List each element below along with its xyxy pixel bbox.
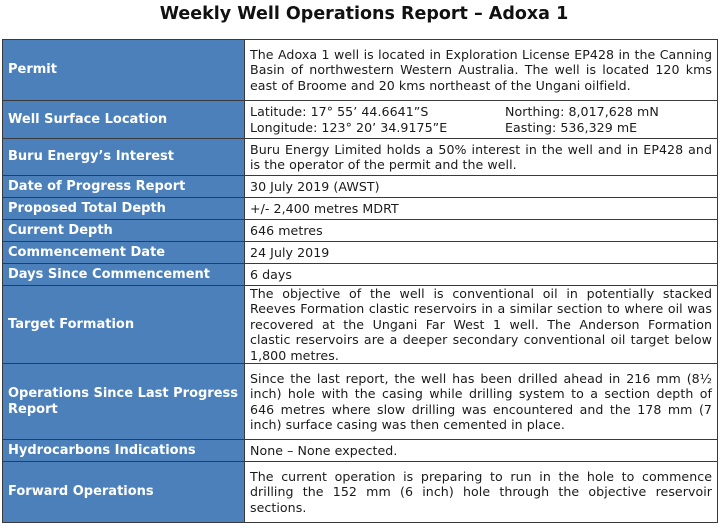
northing-value: Northing: 8,017,628 mN (505, 104, 659, 120)
table-row (3, 101, 718, 139)
row-value-commencement-date: 24 July 2019 (245, 242, 718, 264)
easting-value: Easting: 536,329 mE (505, 119, 638, 135)
longitude-value: Longitude: 123° 20’ 34.9175”E (250, 119, 448, 135)
row-label-well-surface-location: Well Surface Location (3, 101, 245, 139)
table-row (3, 364, 718, 440)
row-label-current-depth: Current Depth (3, 220, 245, 242)
row-value-forward-operations: The current operation is preparing to run in the hole to commence drilling the 152 mm (6 inch) hole through the objective reservoir sections. (245, 462, 718, 523)
row-value-interest: Buru Energy Limited holds a 50% interest in the well and in EP428 and is the operator of the permit and the well. (245, 139, 718, 176)
row-value-well-surface-location (245, 101, 718, 139)
row-value-proposed-depth: +/- 2,400 metres MDRT (245, 198, 718, 220)
row-value-permit: The Adoxa 1 well is located in Exploration License EP428 in the Canning Basin of northwestern Western Australia. The well is located 120 kms east of Broome and 20 kms northeast of the Ungani oilfield. (245, 40, 718, 101)
table-row (3, 220, 718, 242)
table-row (3, 462, 718, 523)
table-row (3, 139, 718, 176)
table-row (3, 198, 718, 220)
row-label-days-since: Days Since Commencement (3, 264, 245, 286)
row-label-target-formation: Target Formation (3, 286, 245, 364)
row-label-proposed-depth: Proposed Total Depth (3, 198, 245, 220)
table-row (3, 242, 718, 264)
row-value-operations: Since the last report, the well has been drilled ahead in 216 mm (8½ inch) hole with the casing while drilling system to a section depth of 646 metres where slow drilling was encountered and the 178 mm (7 inch) surface casing was then cemented in place. (245, 364, 718, 440)
table-row (3, 440, 718, 462)
row-value-days-since: 6 days (245, 264, 718, 286)
table-row (3, 40, 718, 101)
row-value-target-formation: The objective of the well is conventional oil in potentially stacked Reeves Formation clastic reservoirs in a similar section to where oil was recovered at the Ungani Far West 1 well. The Anderson Formation clastic reservoirs are a deeper secondary conventional oil target below 1,800 metres. (245, 286, 718, 364)
row-label-forward-operations: Forward Operations (3, 462, 245, 523)
row-value-hydrocarbons: None – None expected. (245, 440, 718, 462)
row-value-report-date: 30 July 2019 (AWST) (245, 176, 718, 198)
row-label-report-date: Date of Progress Report (3, 176, 245, 198)
row-label-commencement-date: Commencement Date (3, 242, 245, 264)
row-label-hydrocarbons: Hydrocarbons Indications (3, 440, 245, 462)
table-row (3, 176, 718, 198)
row-label-operations: Operations Since Last Progress Report (3, 364, 245, 440)
row-label-interest: Buru Energy’s Interest (3, 139, 245, 176)
latitude-value: Latitude: 17° 55’ 44.6641”S (250, 104, 429, 120)
table-row (3, 264, 718, 286)
row-label-permit: Permit (3, 40, 245, 101)
row-value-current-depth: 646 metres (245, 220, 718, 242)
report-title: Weekly Well Operations Report – Adoxa 1 (159, 4, 569, 24)
table-row (3, 286, 718, 364)
report-table (2, 39, 718, 523)
